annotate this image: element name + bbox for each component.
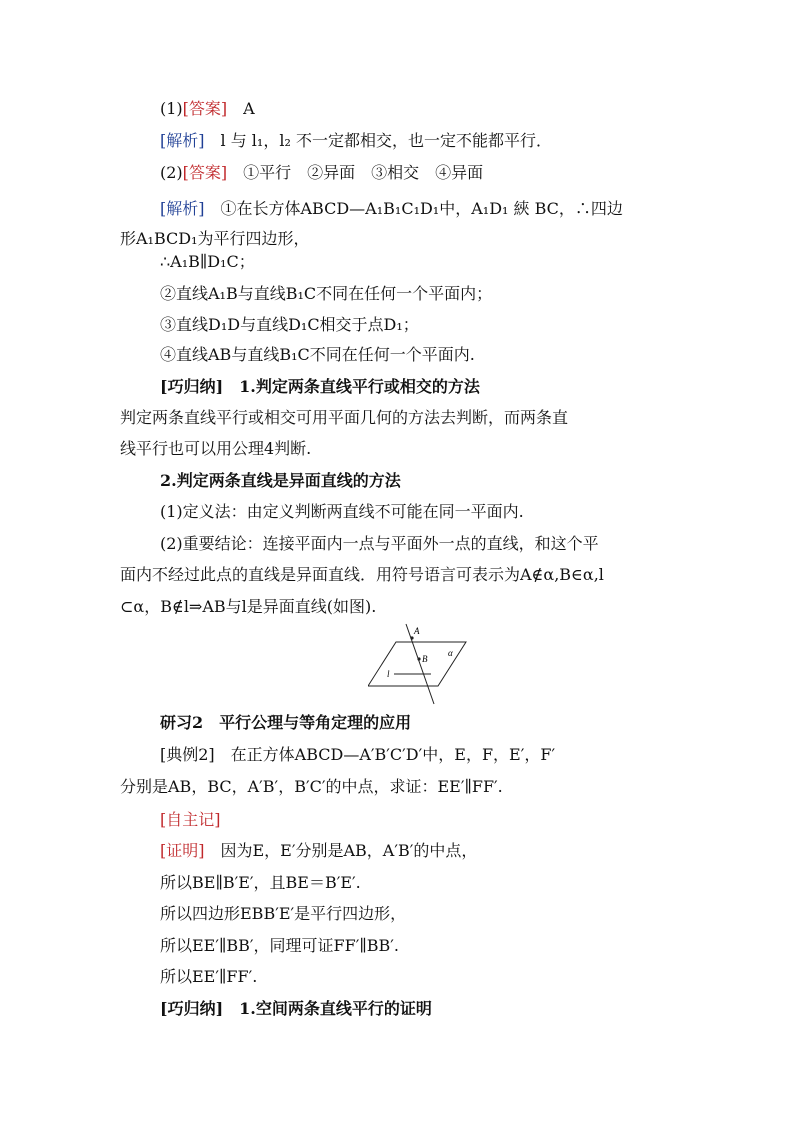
analysis-tag: [解析] — [160, 199, 205, 218]
text-line: ②直线A₁B与直线B₁C不同在任何一个平面内； — [160, 284, 493, 303]
answer-tag: [答案] — [182, 99, 228, 118]
text-line: (1)定义法：由定义判断两直线不可能在同一平面内. — [160, 502, 524, 521]
text-line: ∴A₁B∥D₁C； — [160, 252, 255, 271]
text-line: 所以EE′∥BB′，同理可证FF′∥BB′. — [160, 936, 399, 955]
skew-lines-figure — [368, 620, 468, 706]
line-analysis-2 — [160, 198, 623, 220]
line-answer-2 — [160, 162, 483, 184]
text-line: 线平行也可以用公理4判断. — [120, 439, 312, 458]
subheading: 2.判定两条直线是异面直线的方法 — [160, 471, 401, 490]
summary-heading-1: [巧归纳] 1.判定两条直线平行或相交的方法 — [160, 377, 480, 396]
analysis-text: l 与 l₁，l₂ 不一定都相交，也一定不能都平行． — [204, 131, 552, 150]
point-b — [417, 657, 420, 660]
label-l: l — [387, 669, 390, 679]
analysis-tag: [解析] — [160, 131, 205, 150]
answer-text: ①平行 ②异面 ③相交 ④异面 — [227, 163, 484, 182]
item-number: (2) — [160, 163, 183, 182]
label-b: B — [422, 654, 428, 664]
label-alpha: α — [448, 648, 453, 658]
text-line: ⊂α，B∉l⇒AB与l是异面直线(如图). — [120, 597, 377, 616]
text-line: 分别是AB，BC，A′B′，B′C′的中点，求证：EE′∥FF′. — [120, 777, 503, 796]
self-note-tag: [自主记] — [160, 810, 221, 829]
text-line: 面内不经过此点的直线是异面直线．用符号语言可表示为A∉α,B∈α,l — [120, 565, 604, 584]
text-line: 判定两条直线平行或相交可用平面几何的方法去判断，而两条直 — [120, 408, 569, 427]
text-line: (2)重要结论：连接平面内一点与平面外一点的直线，和这个平 — [160, 534, 599, 553]
answer-text: A — [227, 99, 255, 118]
proof-tag: [证明] — [160, 841, 205, 860]
line-answer-1 — [160, 98, 255, 120]
item-number: (1) — [160, 99, 183, 118]
point-a — [410, 636, 413, 639]
text-line: 所以BE∥B′E′，且BE＝B′E′. — [160, 873, 361, 892]
summary-heading-2: [巧归纳] 1.空间两条直线平行的证明 — [160, 999, 432, 1018]
answer-tag: [答案] — [182, 163, 228, 182]
line-ab — [406, 624, 434, 704]
section-heading: 研习2 平行公理与等角定理的应用 — [160, 713, 412, 732]
text-line: 形A₁BCD₁为平行四边形， — [120, 229, 310, 248]
text-line: ④直线AB与直线B₁C不同在任何一个平面内. — [160, 345, 475, 364]
example-line: [典例2] 在正方体ABCD—A′B′C′D′中，E，F，E′，F′ — [160, 745, 556, 764]
analysis-text: ①在长方体ABCD—A₁B₁C₁D₁中，A₁D₁ 綊 BC，∴四边 — [204, 199, 623, 218]
label-a: A — [414, 626, 420, 636]
proof-text: 因为E，E′分别是AB，A′B′的中点， — [204, 841, 478, 860]
line-proof — [160, 840, 477, 862]
text-line: 所以EE′∥FF′. — [160, 967, 258, 986]
text-line: 所以四边形EBB′E′是平行四边形， — [160, 904, 407, 923]
text-line: ③直线D₁D与直线D₁C相交于点D₁； — [160, 315, 419, 334]
line-analysis-1 — [160, 130, 552, 152]
